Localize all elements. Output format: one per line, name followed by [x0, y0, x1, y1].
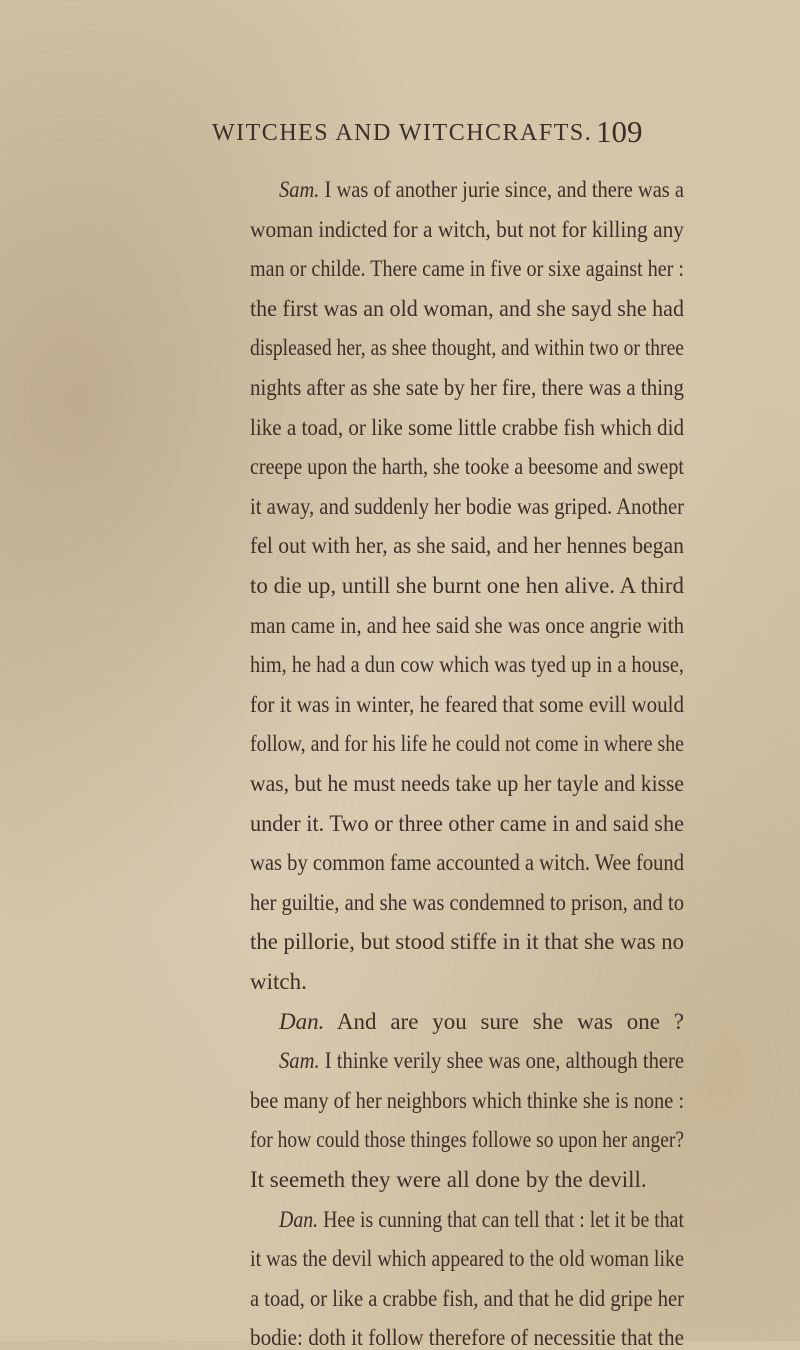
- text-line: [250, 812, 684, 835]
- text-line: [250, 416, 684, 439]
- line-text: bee many of her neighbors which thinke she is none :: [250, 1087, 684, 1113]
- line-text: it was the devil which appeared to the old woman like: [250, 1246, 685, 1272]
- speaker-name: Dan.: [279, 1206, 319, 1232]
- line-text: it away, and suddenly her bodie was griped. Another: [250, 493, 685, 519]
- text-line: [250, 772, 684, 795]
- line-text: him, he had a dun cow which was tyed up in a house,: [250, 652, 685, 678]
- running-head: [0, 114, 800, 160]
- text-line: [250, 970, 307, 993]
- line-text: for how could those thinges followe so upon her anger?: [250, 1127, 685, 1153]
- text-line: [250, 891, 684, 914]
- text-line: [250, 455, 684, 478]
- line-text: under it. Two or three other came in and said she: [250, 810, 684, 836]
- text-line: [250, 574, 684, 597]
- line-text: to die up, untill she burnt one hen alive. A third: [250, 573, 684, 598]
- text-line: [250, 1287, 684, 1310]
- line-text: for it was in winter, he feared that some evill would: [250, 691, 684, 717]
- line-text: fel out with her, as she said, and her hennes began: [250, 533, 684, 559]
- text-line: [250, 495, 684, 518]
- line-text: was, but he must needs take up her tayle and kisse: [250, 771, 684, 796]
- text-line: [250, 1089, 684, 1112]
- text-line: [250, 732, 684, 755]
- line-text: man or childe. There came in five or sixe against her :: [250, 256, 684, 282]
- line-text: the pillorie, but stood stiffe in it that she was no: [250, 929, 685, 955]
- line-text: witch.: [250, 969, 307, 994]
- text-line: [250, 1128, 684, 1151]
- text-line: [250, 930, 684, 953]
- line-text: nights after as she sate by her fire, there was a thing: [250, 375, 685, 400]
- line-text: a toad, or like a crabbe fish, and that he did gripe her: [250, 1285, 685, 1311]
- line-text: the first was an old woman, and she sayd she had: [250, 295, 684, 321]
- line-text: man came in, and hee said she was once angrie with: [250, 612, 684, 638]
- text-line: [250, 614, 684, 637]
- speaker-name: Sam.: [279, 1048, 320, 1074]
- speaker-name: Sam.: [279, 177, 320, 202]
- running-title: WITCHES AND WITCHCRAFTS.: [212, 120, 593, 146]
- text-line: [250, 297, 684, 320]
- line-text: follow, and for his life he could not come in where she: [250, 731, 685, 757]
- text-line: [250, 218, 684, 241]
- line-text: And are you sure she was one ?: [324, 1008, 684, 1034]
- line-text: woman indicted for a witch, but not for killing any: [250, 216, 684, 242]
- line-text: was by common fame accounted a witch. Wee found: [250, 850, 685, 876]
- text-line: [250, 336, 684, 359]
- line-text: creepe upon the harth, she tooke a beesome and swept: [250, 454, 684, 480]
- text-line: [250, 534, 684, 557]
- text-line: [279, 1010, 684, 1033]
- line-text: like a toad, or like some little crabbe fish which did: [250, 414, 685, 440]
- text-line: [250, 257, 684, 280]
- text-line: [250, 693, 684, 716]
- text-line: [250, 851, 684, 874]
- line-text: I was of another jurie since, and there was a: [319, 177, 685, 202]
- line-text: bodie: doth it follow therefore of necessitie that the: [250, 1325, 684, 1350]
- line-text: displeased her, as shee thought, and within two or three: [250, 335, 684, 361]
- text-line: [279, 1208, 684, 1231]
- text-line: [250, 376, 684, 399]
- line-text: I thinke verily shee was one, although there: [319, 1048, 685, 1074]
- text-line: [279, 1049, 684, 1072]
- line-text: her guiltie, and she was condemned to prison, and to: [250, 889, 685, 915]
- text-line: [250, 1326, 684, 1349]
- line-text: Hee is cunning that can tell that : let it be that: [318, 1206, 684, 1232]
- speaker-name: Dan.: [279, 1008, 325, 1034]
- line-text: It seemeth they were all done by the devill.: [250, 1167, 647, 1192]
- text-line: [279, 178, 684, 201]
- text-line: [250, 653, 684, 676]
- page-number: 109: [596, 114, 643, 149]
- text-line: [250, 1247, 684, 1270]
- text-line: [250, 1168, 647, 1191]
